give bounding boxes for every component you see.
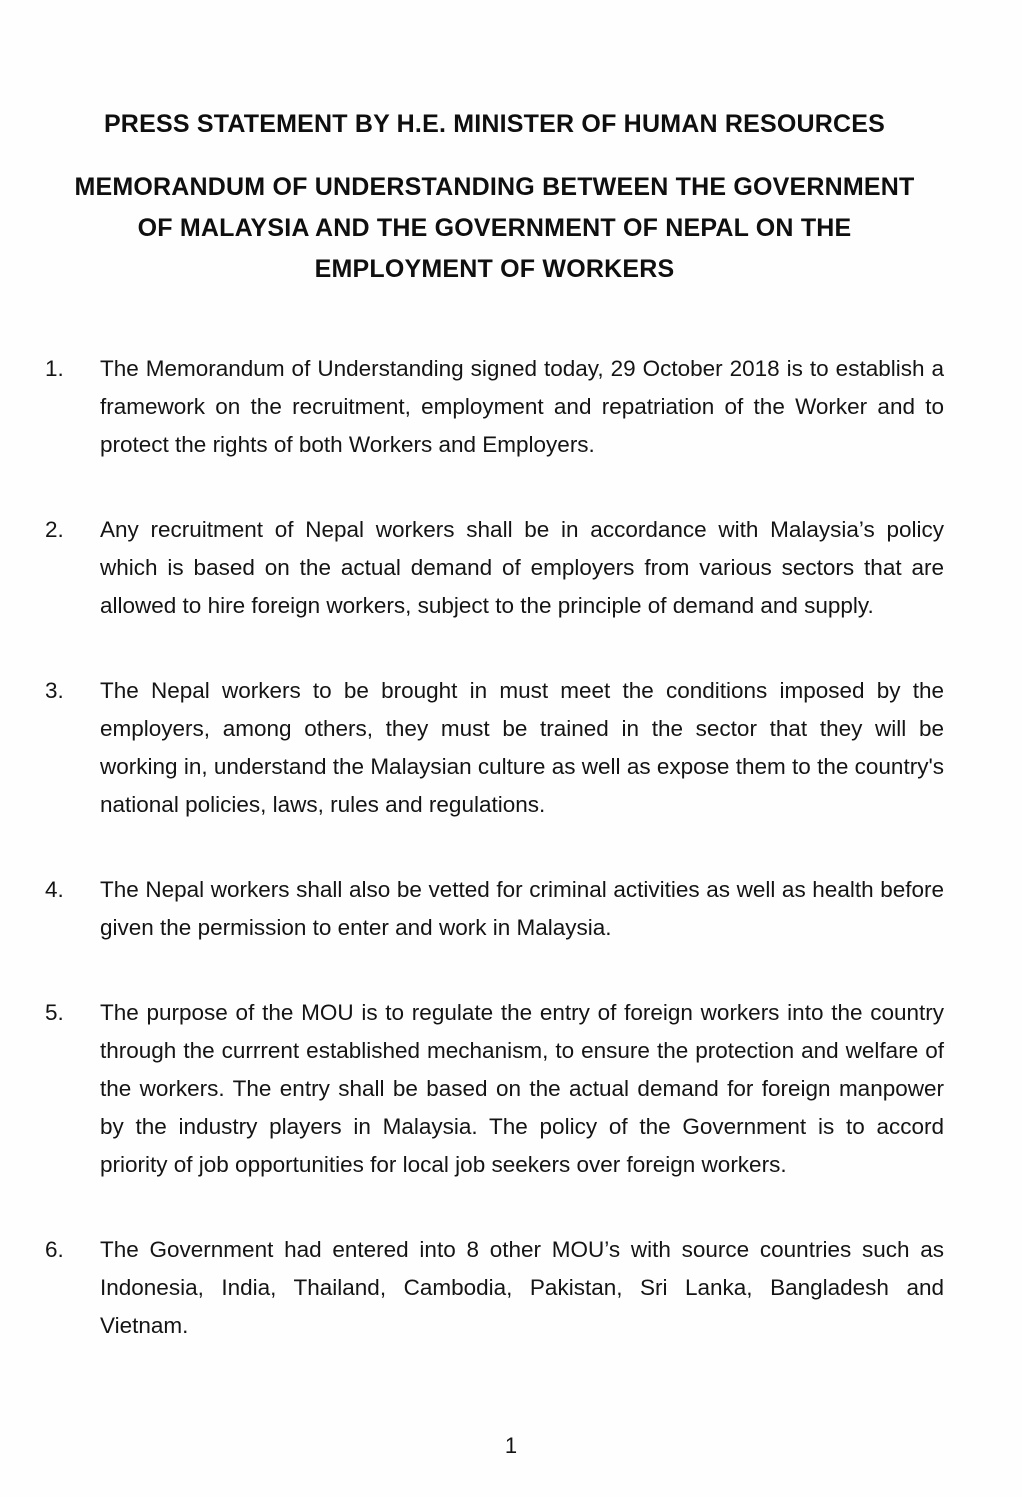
- paragraph-6: [45, 1231, 944, 1345]
- paragraph-list: [45, 350, 944, 1345]
- paragraph-2: [45, 511, 944, 625]
- paragraph-6-text: The Government had entered into 8 other MOU’s with source countries such as Indonesia, India, Thailand, Cambodia, Pakistan, Sri Lanka, Bangladesh and Vietnam.: [100, 1236, 944, 1338]
- paragraph-4-number: 4.: [45, 876, 64, 902]
- paragraph-6-number: 6.: [45, 1236, 64, 1262]
- document-subtitle: [45, 167, 944, 290]
- paragraph-1: [45, 350, 944, 464]
- paragraph-1-text: The Memorandum of Understanding signed today, 29 October 2018 is to establish a framework on the recruitment, employment and repatriation of the Worker and to protect the rights of both Workers and Employers.: [100, 355, 944, 457]
- paragraph-4: [45, 871, 944, 947]
- paragraph-4-text: The Nepal workers shall also be vetted for criminal activities as well as health before given the permission to enter and work in Malaysia.: [100, 876, 944, 940]
- document-title: PRESS STATEMENT BY H.E. MINISTER OF HUMAN RESOURCES: [103, 110, 886, 138]
- paragraph-5-number: 5.: [45, 999, 64, 1025]
- document-subtitle-line-2: OF MALAYSIA AND THE GOVERNMENT OF NEPAL ON THE: [137, 213, 852, 242]
- paragraph-5: [45, 994, 944, 1184]
- paragraph-1-number: 1.: [45, 355, 64, 381]
- paragraph-3-text: The Nepal workers to be brought in must meet the conditions imposed by the employers, among others, they must be trained in the sector that they will be working in, understand the Malaysian culture as well as expose them to the country's national policies, laws, rules and regulations.: [100, 677, 944, 817]
- page-number: 1: [504, 1433, 518, 1458]
- document-subtitle-line-1: MEMORANDUM OF UNDERSTANDING BETWEEN THE GOVERNMENT: [74, 172, 915, 201]
- paragraph-3-number: 3.: [45, 677, 64, 703]
- paragraph-2-number: 2.: [45, 516, 64, 542]
- paragraph-3: [45, 672, 944, 824]
- paragraph-5-text: The purpose of the MOU is to regulate the entry of foreign workers into the country through the currrent established mechanism, to ensure the protection and welfare of the workers. The entry shall be based on the actual demand for foreign manpower by the industry players in Malaysia. The policy of the Government is to accord priority of job opportunities for local job seekers over foreign workers.: [100, 999, 944, 1177]
- document-subtitle-line-3: EMPLOYMENT OF WORKERS: [314, 254, 675, 283]
- paragraph-2-text: Any recruitment of Nepal workers shall be in accordance with Malaysia’s policy which is based on the actual demand of employers from various sectors that are allowed to hire foreign workers, subject to the principle of demand and supply.: [100, 516, 944, 618]
